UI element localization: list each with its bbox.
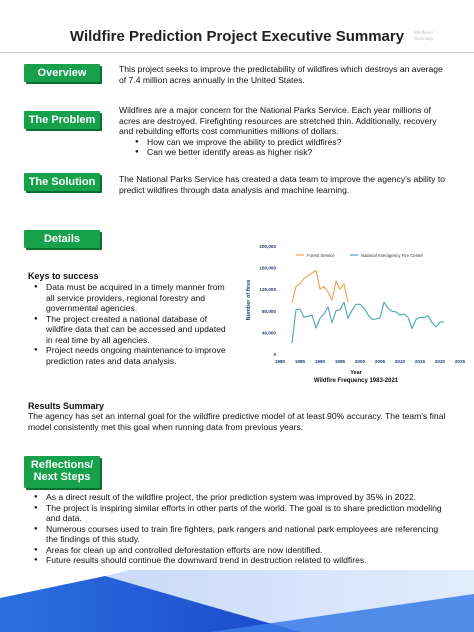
solution-button[interactable]: [24, 173, 100, 191]
series-line: [292, 270, 348, 302]
overview-label: Overview: [37, 67, 87, 79]
reflections-label-line-2: Next Steps: [33, 471, 91, 483]
y-tick-label: 200,000: [259, 244, 276, 249]
details-label: Details: [43, 233, 81, 245]
reflections-item: ● Numerous courses used to train fire fighters, park rangers and national park employees are referencing the findings of this study.: [28, 524, 450, 545]
x-tick-label: 2025: [454, 359, 466, 364]
keys-item: ● The project created a national database of wildfire data that can be accessed and updated in real time by all agencies.: [28, 314, 228, 346]
x-tick-label: 1980: [274, 359, 286, 364]
problem-text: Wildfires are a major concern for the National Parks Service. Each year millions of acres are destroyed. Firefighting resources are stretched thin. Additionally, recovery and rebuilding efforts cost communities millions of dollars.: [119, 105, 437, 136]
x-tick-label: 2020: [434, 359, 446, 364]
results-text: The agency has set an internal goal for the wildfire predictive model of at least 90% accuracy. The team's final model consistently met this goal when running data from previous years.: [28, 411, 446, 432]
details-button[interactable]: [24, 230, 100, 248]
x-tick-label: 2015: [414, 359, 426, 364]
reflections-label-line-1: Reflections/: [30, 459, 94, 471]
footer-decoration: [0, 552, 474, 632]
x-tick-label: 1990: [314, 359, 326, 364]
x-tick-label: 2010: [394, 359, 406, 364]
corner-note-line-2: Summary: [414, 35, 434, 41]
y-tick-label: 160,000: [259, 265, 276, 271]
y-tick-label: 120,000: [259, 287, 276, 293]
corner-note: [414, 30, 450, 41]
problem-label: The Problem: [28, 114, 96, 126]
series-line: [292, 302, 444, 343]
reflections-item: ● The project is inspiring similar efforts in other parts of the world. The goal is to share prediction modeling and data.: [28, 503, 450, 524]
legend-label: National Interagency Fire Center: [361, 252, 424, 258]
header-divider: [0, 52, 474, 53]
reflections-button[interactable]: [24, 456, 100, 488]
results-heading: Results Summary: [28, 401, 105, 411]
overview-text: This project seeks to improve the predictability of wildfires which destroys an average of 7.4 million acres annually in the United States.: [119, 64, 443, 85]
legend-label: Forest Service: [307, 252, 335, 258]
x-tick-label: 1985: [294, 359, 306, 364]
y-axis-label: Number of fires: [246, 279, 252, 321]
page-title: Wildfire Prediction Project Executive Summary: [69, 28, 405, 45]
keys-item: ● Data must be acquired in a timely manner from all service providers, regional forestry and governmental agencies.: [28, 282, 228, 314]
x-tick-label: 1995: [334, 359, 346, 364]
corner-note-line-1: Wildfires / ...: [414, 30, 439, 35]
reflections-item: ● Future results should continue the downward trend in destruction related to wildfires.: [28, 555, 450, 566]
problem-question: ● How can we improve the ability to predict wildfires?: [129, 137, 449, 148]
solution-text: The National Parks Service has created a data team to improve the agency's ability to predict wildfires through data analysis and machine learning.: [119, 174, 445, 195]
problem-question: ● Can we better identify areas as higher risk?: [129, 147, 449, 158]
keys-section: [28, 282, 228, 366]
x-tick-label: 2005: [374, 359, 386, 364]
y-tick-label: 0: [273, 352, 276, 357]
problem-questions: [119, 137, 449, 158]
problem-button[interactable]: [24, 111, 100, 129]
keys-heading: Keys to success: [28, 271, 99, 281]
chart-title: Wildfire Frequency 1983-2021: [313, 378, 399, 384]
x-tick-label: 2000: [354, 359, 366, 364]
overview-button[interactable]: [24, 64, 100, 82]
reflections-item: ● Areas for clean up and controlled deforestation efforts are now identified.: [28, 545, 450, 556]
problem-section: [119, 105, 449, 158]
x-axis-label: Year: [350, 370, 362, 376]
y-tick-label: 40,000: [261, 330, 276, 336]
wildfire-frequency-chart: [236, 236, 466, 388]
y-tick-label: 80,000: [261, 308, 276, 314]
solution-label: The Solution: [28, 176, 96, 188]
keys-list: [28, 282, 228, 366]
reflections-item: ● As a direct result of the wildfire project, the prior prediction system was improved by 35% in 2022.: [28, 492, 450, 503]
keys-item: ● Project needs ongoing maintenance to improve prediction rates and data analysis.: [28, 345, 228, 366]
